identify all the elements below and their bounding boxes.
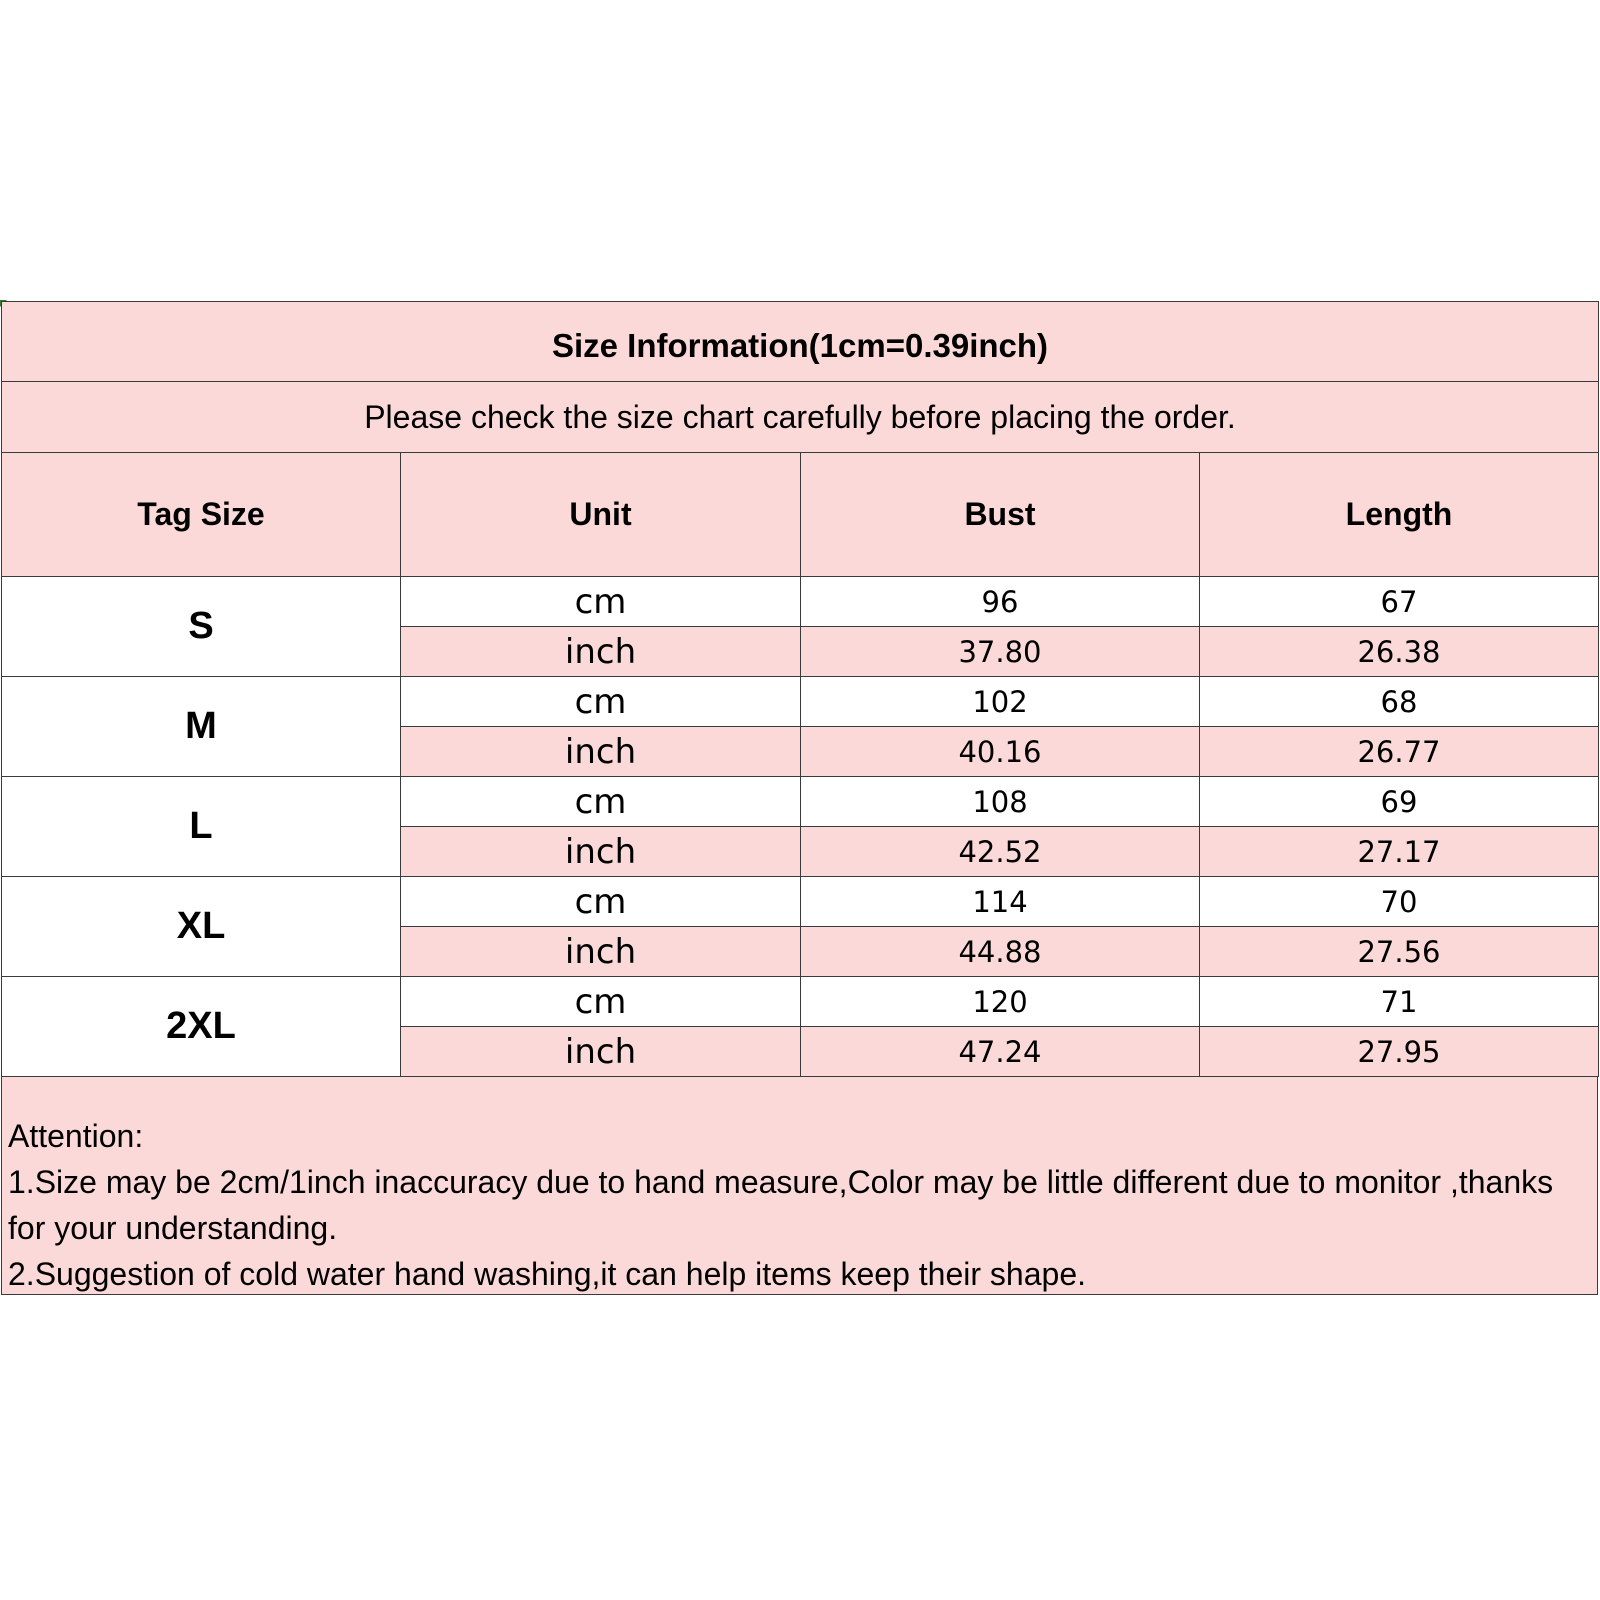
length-cell: 70: [1200, 877, 1599, 927]
unit-cell: inch: [401, 727, 801, 777]
tag-size-cell: XL: [2, 877, 401, 977]
bust-cell: 37.80: [801, 627, 1200, 677]
bust-cell: 42.52: [801, 827, 1200, 877]
unit-cell: inch: [401, 627, 801, 677]
header-unit: Unit: [401, 453, 801, 577]
attention-note-1: 1.Size may be 2cm/1inch inaccuracy due to hand measure,Color may be little different due to monitor ,thanks for your understanding.: [8, 1164, 1554, 1246]
size-table: [1, 301, 1599, 1077]
bust-cell: 47.24: [801, 1027, 1200, 1077]
header-tag-size: Tag Size: [2, 453, 401, 577]
unit-cell: cm: [401, 577, 801, 627]
tag-size-cell: M: [2, 677, 401, 777]
table-row: [2, 577, 1599, 627]
bust-cell: 44.88: [801, 927, 1200, 977]
unit-cell: cm: [401, 777, 801, 827]
table-row: [2, 677, 1599, 727]
bust-cell: 108: [801, 777, 1200, 827]
bust-cell: 40.16: [801, 727, 1200, 777]
table-row: [2, 777, 1599, 827]
length-cell: 68: [1200, 677, 1599, 727]
bust-cell: 114: [801, 877, 1200, 927]
length-cell: 71: [1200, 977, 1599, 1027]
tag-size-cell: 2XL: [2, 977, 401, 1077]
length-cell: 27.95: [1200, 1027, 1599, 1077]
length-cell: 27.56: [1200, 927, 1599, 977]
length-cell: 69: [1200, 777, 1599, 827]
table-row: [2, 877, 1599, 927]
unit-cell: cm: [401, 977, 801, 1027]
bust-cell: 120: [801, 977, 1200, 1027]
unit-cell: cm: [401, 677, 801, 727]
bust-cell: 102: [801, 677, 1200, 727]
length-cell: 26.38: [1200, 627, 1599, 677]
table-subtitle: Please check the size chart carefully before placing the order.: [2, 382, 1599, 453]
unit-cell: inch: [401, 1027, 801, 1077]
size-chart: [1, 301, 1598, 1295]
table-row: [2, 977, 1599, 1027]
attention-heading: Attention:: [8, 1118, 144, 1154]
unit-cell: inch: [401, 827, 801, 877]
attention-notes: [1, 1077, 1598, 1295]
unit-cell: cm: [401, 877, 801, 927]
unit-cell: inch: [401, 927, 801, 977]
tag-size-cell: L: [2, 777, 401, 877]
tag-size-cell: S: [2, 577, 401, 677]
length-cell: 26.77: [1200, 727, 1599, 777]
attention-note-2: 2.Suggestion of cold water hand washing,it can help items keep their shape.: [8, 1256, 1086, 1292]
header-bust: Bust: [801, 453, 1200, 577]
bust-cell: 96: [801, 577, 1200, 627]
length-cell: 67: [1200, 577, 1599, 627]
table-title: Size Information(1cm=0.39inch): [2, 302, 1599, 382]
header-length: Length: [1200, 453, 1599, 577]
length-cell: 27.17: [1200, 827, 1599, 877]
